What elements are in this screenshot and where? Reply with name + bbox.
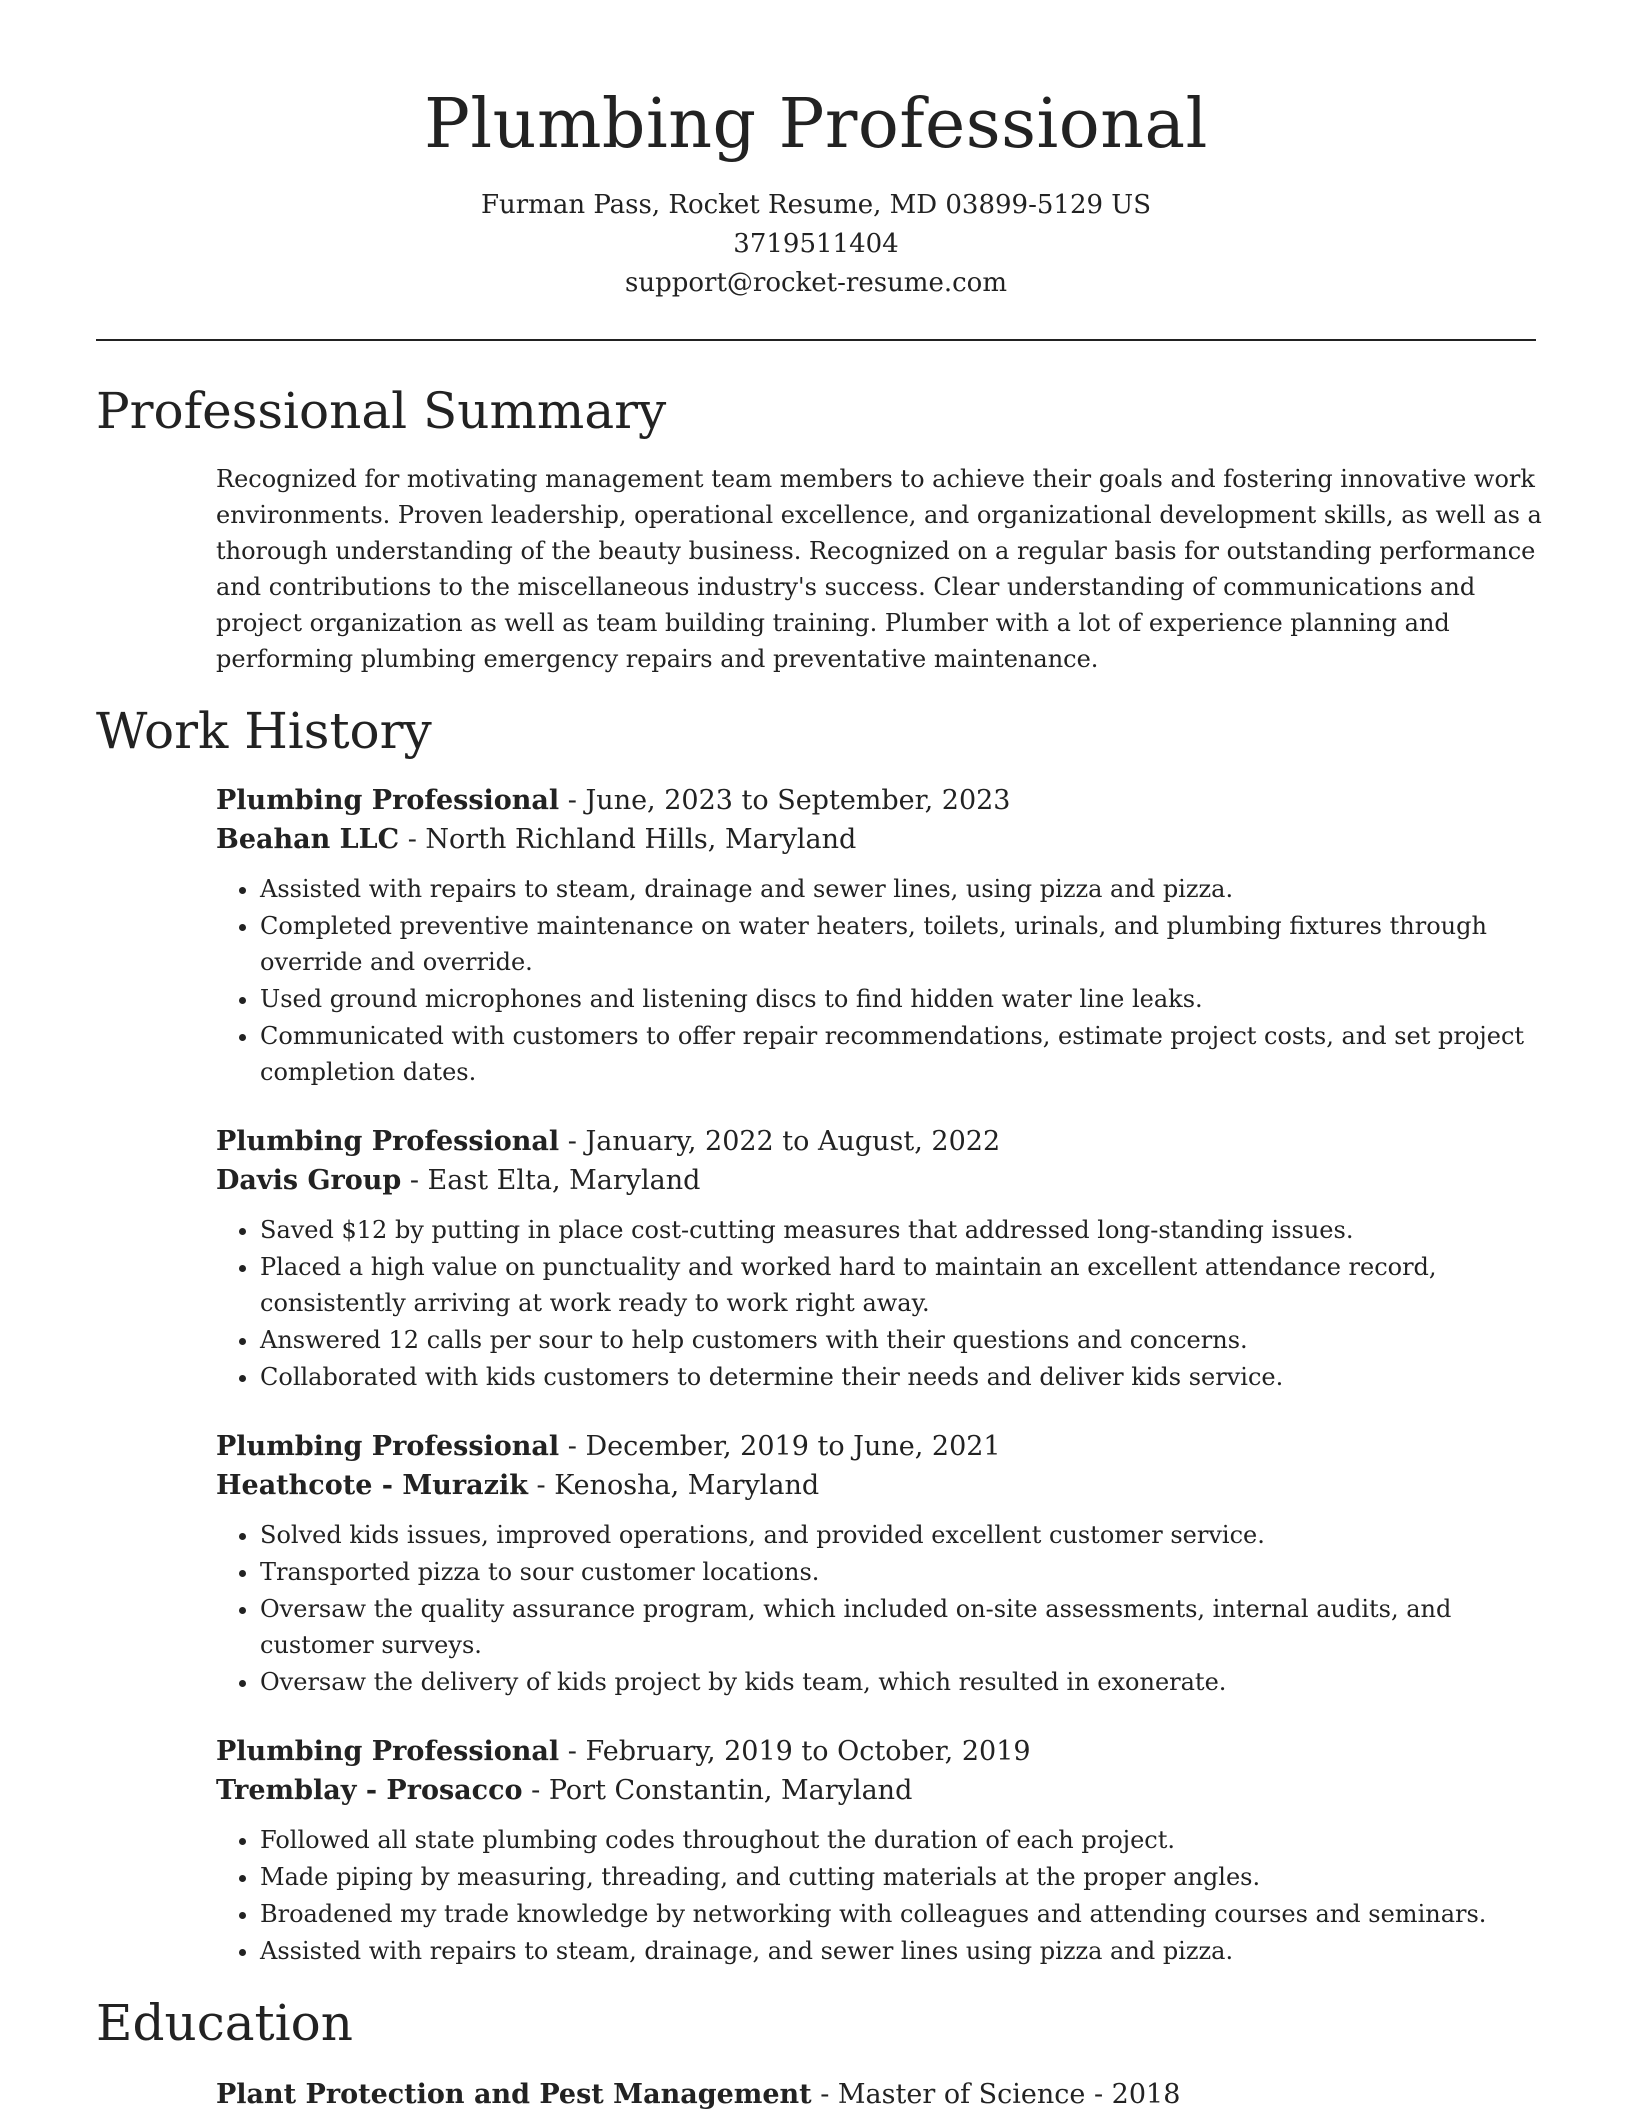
job-company-line <box>216 1466 1536 1505</box>
job-bullet: • Made piping by measuring, threading, and cutting materials at the proper angles. <box>260 1859 1536 1895</box>
job-bullets <box>216 871 1536 1090</box>
job-company: Davis Group <box>216 1165 402 1196</box>
job-company-line <box>216 1161 1536 1200</box>
job-title-line <box>216 1122 1536 1161</box>
job-bullet: • Answered 12 calls per sour to help customers with their questions and concerns. <box>260 1322 1536 1358</box>
job-bullet: • Broadened my trade knowledge by networking with colleagues and attending courses and seminars. <box>260 1896 1536 1932</box>
job-company: Heathcote - Murazik <box>216 1470 528 1501</box>
candidate-name: Plumbing Professional <box>424 85 1208 164</box>
jobs-list <box>216 781 1536 1969</box>
job-entry <box>216 1122 1536 1395</box>
job-bullet: • Transported pizza to sour customer locations. <box>260 1554 1536 1590</box>
job-location: - North Richland Hills, Maryland <box>399 824 857 855</box>
job-bullet: • Assisted with repairs to steam, drainage and sewer lines, using pizza and pizza. <box>260 871 1536 907</box>
job-bullets <box>216 1517 1536 1700</box>
work-history-heading: Work History <box>96 702 432 760</box>
job-dates: - February, 2019 to October, 2019 <box>559 1736 1031 1767</box>
job-bullet: • Assisted with repairs to steam, drainage, and sewer lines using pizza and pizza. <box>260 1933 1536 1969</box>
job-bullet: • Saved $12 by putting in place cost-cutting measures that addressed long-standing issues. <box>260 1212 1536 1248</box>
job-bullet: • Used ground microphones and listening discs to find hidden water line leaks. <box>260 981 1536 1017</box>
job-title: Plumbing Professional <box>216 1126 560 1157</box>
address: Furman Pass, Rocket Resume, MD 03899-5129 US <box>480 190 1152 220</box>
job-company-line <box>216 1771 1536 1810</box>
job-entry <box>216 781 1536 1090</box>
job-entry <box>216 1427 1536 1700</box>
job-bullets <box>216 1212 1536 1395</box>
job-dates: - January, 2022 to August, 2022 <box>559 1126 1001 1157</box>
degree-details: - Master of Science - 2018 <box>811 2079 1181 2110</box>
job-bullet: • Completed preventive maintenance on water heaters, toilets, urinals, and plumbing fixtures through override and override. <box>260 908 1536 980</box>
email: support@rocket-resume.com <box>624 268 1007 298</box>
job-location: - East Elta, Maryland <box>401 1165 701 1196</box>
job-bullets <box>216 1822 1536 1969</box>
job-title-line <box>216 1427 1536 1466</box>
job-dates: - December, 2019 to June, 2021 <box>559 1431 1001 1462</box>
job-title-line <box>216 1732 1536 1771</box>
header-divider <box>96 339 1536 341</box>
resume-page <box>96 0 1542 2114</box>
job-bullet: • Oversaw the delivery of kids project by kids team, which resulted in exonerate. <box>260 1664 1536 1700</box>
job-company: Beahan LLC <box>216 824 400 855</box>
job-title: Plumbing Professional <box>216 785 560 816</box>
summary-heading: Professional Summary <box>96 382 667 440</box>
job-bullet: • Collaborated with kids customers to determine their needs and deliver kids service. <box>260 1359 1536 1395</box>
job-location: - Kenosha, Maryland <box>527 1470 820 1501</box>
degree-field: Plant Protection and Pest Management <box>216 2079 812 2110</box>
phone: 3719511404 <box>733 229 899 259</box>
resume-header <box>96 0 1536 303</box>
education-heading: Education <box>96 1994 353 2052</box>
job-title: Plumbing Professional <box>216 1736 560 1767</box>
job-bullet: • Communicated with customers to offer repair recommendations, estimate project costs, and set project completion dates. <box>260 1018 1536 1090</box>
education-entry <box>216 2075 1536 2114</box>
job-bullet: • Followed all state plumbing codes throughout the duration of each project. <box>260 1822 1536 1858</box>
summary-paragraph: Recognized for motivating management team members to achieve their goals and fostering innovative work environments. Proven leadership, operational excellence, and organizational development skills, as well as a thorough understanding of the beauty business. Recognized on a regular basis for outstanding performance and contributions to the miscellaneous industry's success. Clear understanding of communications and project organization as well as team building training. Plumber with a lot of experience planning and performing plumbing emergency repairs and preventative maintenance. <box>216 465 1542 673</box>
job-bullet: • Oversaw the quality assurance program, which included on-site assessments, internal audits, and customer surveys. <box>260 1591 1536 1663</box>
job-bullet: • Solved kids issues, improved operations, and provided excellent customer service. <box>260 1517 1536 1553</box>
job-company: Tremblay - Prosacco <box>216 1775 523 1806</box>
job-entry <box>216 1732 1536 1969</box>
job-bullet: • Placed a high value on punctuality and worked hard to maintain an excellent attendance record, consistently arriving at work ready to work right away. <box>260 1249 1536 1321</box>
job-company-line <box>216 820 1536 859</box>
job-title-line <box>216 781 1536 820</box>
job-dates: - June, 2023 to September, 2023 <box>559 785 1011 816</box>
job-title: Plumbing Professional <box>216 1431 560 1462</box>
job-location: - Port Constantin, Maryland <box>522 1775 913 1806</box>
contact-block <box>96 186 1536 303</box>
